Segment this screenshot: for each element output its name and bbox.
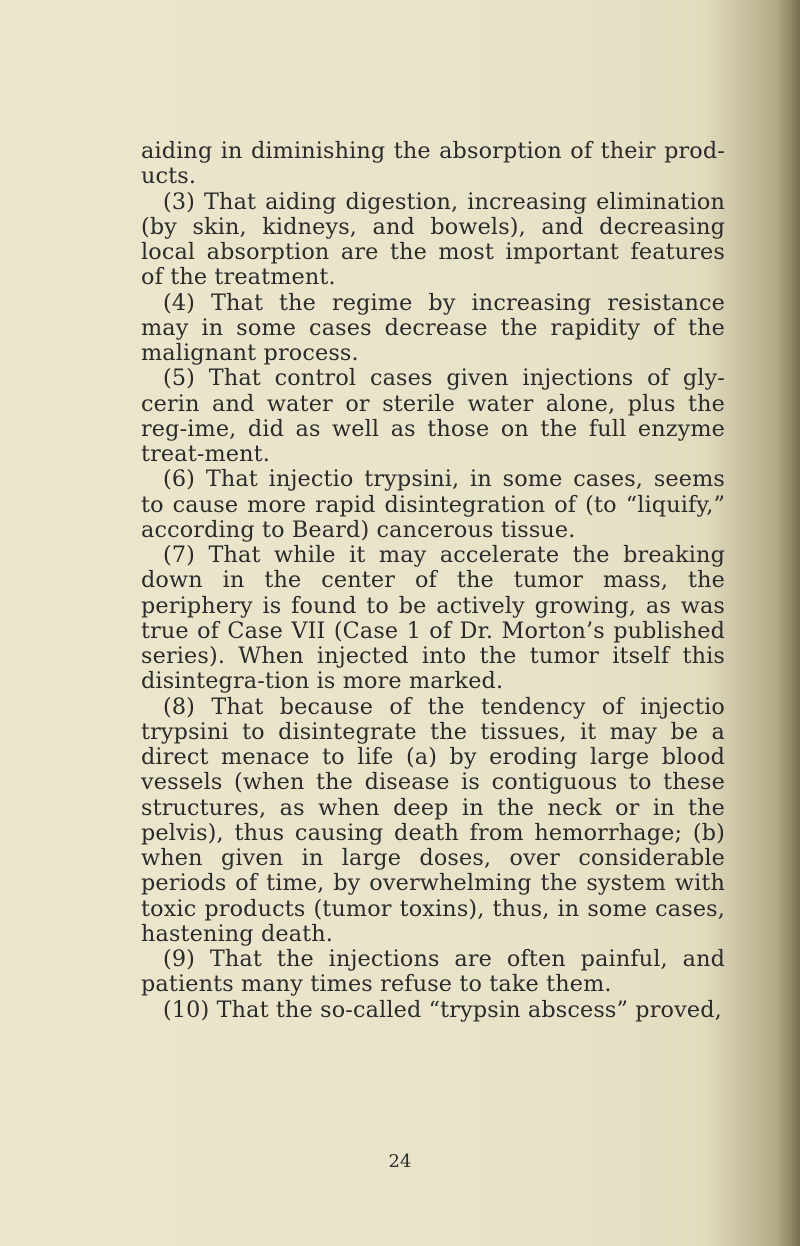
paragraph-3: (3) That aiding digestion, increasing elimination (by skin, kidneys, and bowels), and decreasing local absorption are the most important features of the treatment. [141, 188, 725, 291]
paragraph-9: (9) That the injections are often painful, and patients many times refuse to take them. [141, 946, 725, 998]
body-text [141, 139, 725, 1023]
paragraph-4: (4) That the regime by increasing resistance may in some cases decrease the rapidity of the malignant process. [141, 289, 725, 366]
paragraph-continuation: aiding in diminishing the absorption of their prod-ucts. [141, 138, 725, 190]
page-edge-shadow [778, 0, 800, 1246]
page-number: 24 [388, 1151, 412, 1172]
paragraph-10: (10) That the so-called “trypsin abscess” proved, [163, 996, 722, 1023]
paragraph-5: (5) That control cases given injections of gly-cerin and water or sterile water alone, plus the reg-ime, did as well as those on the full enzyme treat-ment. [141, 365, 725, 467]
paragraph-8: (8) That because of the tendency of injectio trypsini to disintegrate the tissues, it may be a direct menace to life (a) by eroding large blood vessels (when the disease is contiguous to these structures, as when deep in the neck or in the pelvis), thus causing death from hemorrhage; (b) when given in large doses, over considerable periods of time, by overwhelming the system with toxic products (tumor toxins), thus, in some cases, hastening death. [141, 693, 725, 947]
paragraph-7: (7) That while it may accelerate the breaking down in the center of the tumor mass, the periphery is found to be actively growing, as was true of Case VII (Case 1 of Dr. Morton’s published series). When injected into the tumor itself this disintegra-tion is more marked. [141, 542, 725, 695]
paragraph-6: (6) That injectio trypsini, in some cases, seems to cause more rapid disintegration of (to “liquify,” according to Beard) cancerous tissue. [141, 466, 725, 543]
